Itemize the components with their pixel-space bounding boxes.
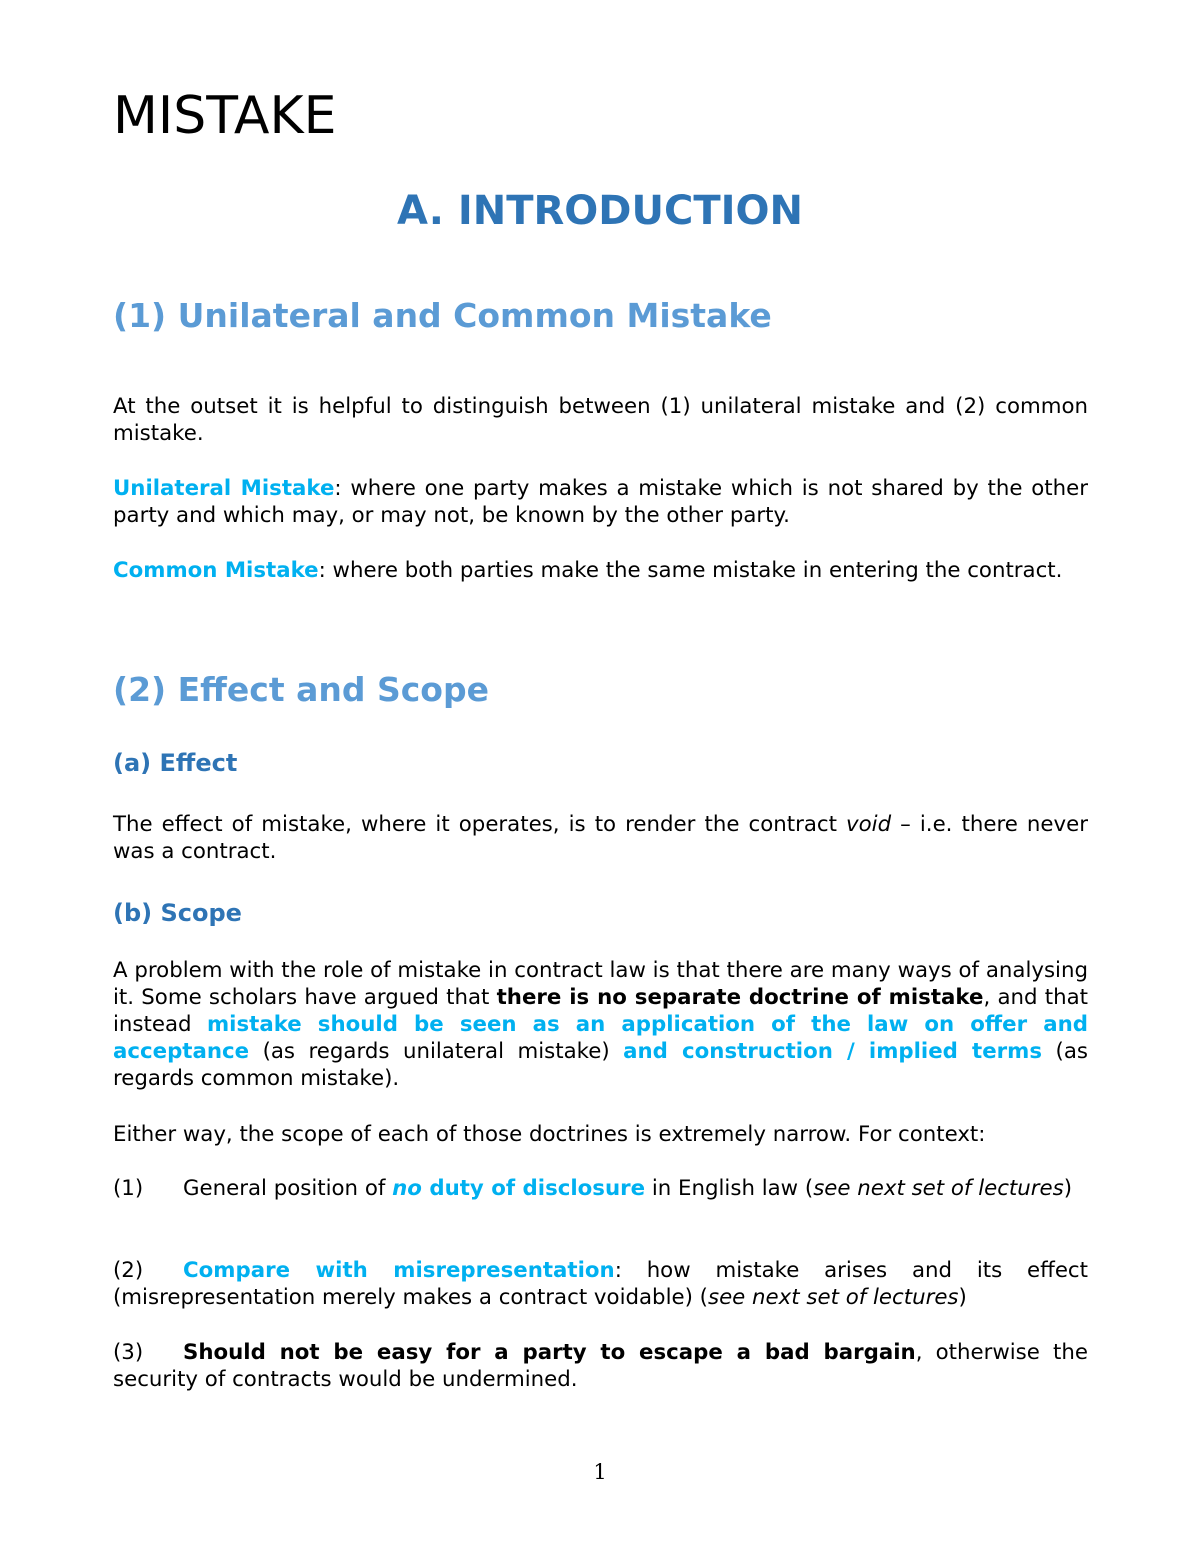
list-item-3 — [113, 1339, 1088, 1393]
section-heading-introduction: A. INTRODUCTION — [397, 188, 803, 234]
effect-text-part: – i.e. there never was a contract. — [113, 812, 1088, 864]
list-highlight-duty: duty of disclosure — [421, 1176, 646, 1201]
subheading-effect-scope: (2) Effect and Scope — [113, 670, 489, 709]
effect-paragraph — [113, 811, 1088, 865]
unilateral-def-text: : where one party makes a mistake which is not shared by the other party and which may, or may not, be known by the other party. — [113, 476, 1088, 528]
subheading-scope: (b) Scope — [113, 899, 242, 927]
list-text: : how mistake arises and its effect (misrepresentation merely makes a contract voidable) ( — [113, 1258, 1088, 1310]
scope-text-part: , and that instead — [113, 985, 1089, 1037]
unilateral-definition — [113, 475, 1088, 529]
list-text: General position of — [183, 1176, 393, 1201]
list-item-2 — [113, 1257, 1088, 1311]
list-text: ) — [1063, 1176, 1073, 1201]
page-number: 1 — [593, 1460, 607, 1484]
scope-text-part: (as regards unilateral mistake) — [249, 1039, 624, 1064]
effect-text-part: The effect of mistake, where it operates, is to render the contract — [113, 812, 847, 837]
unilateral-term: Unilateral Mistake — [113, 476, 335, 501]
list-italic-ref: see next set of lectures — [813, 1176, 1064, 1201]
list-highlight-misrep: Compare with misrepresentation — [183, 1258, 615, 1283]
common-definition — [113, 557, 1088, 584]
list-number: (2) — [113, 1258, 144, 1283]
common-def-text: : where both parties make the same mistake in entering the contract. — [318, 558, 1063, 583]
scope-highlight-construction: and construction / implied terms — [623, 1039, 1043, 1064]
scope-text-part: A problem with the role of mistake in contract law is that there are many ways of analysing it. Some scholars have argued that — [113, 958, 1088, 1010]
scope-text-part: (as regards common mistake). — [113, 1039, 1088, 1091]
list-text: , otherwise the security of contracts would be undermined. — [113, 1340, 1088, 1392]
list-number: (3) — [113, 1340, 144, 1365]
list-bold-phrase: Should not be easy for a party to escape a bad bargain — [183, 1340, 916, 1365]
subheading-effect: (a) Effect — [113, 749, 238, 777]
document-title: MISTAKE — [113, 86, 337, 146]
list-number: (1) — [113, 1176, 144, 1201]
list-item-1 — [113, 1175, 1088, 1202]
scope-bold-phrase: there is no separate doctrine of mistake — [496, 985, 984, 1010]
common-term: Common Mistake — [113, 558, 319, 583]
intro-paragraph: At the outset it is helpful to distinguish between (1) unilateral mistake and (2) common mistake. — [113, 394, 1088, 446]
list-highlight-no: no — [392, 1176, 422, 1201]
scope-paragraph-2: Either way, the scope of each of those doctrines is extremely narrow. For context: — [113, 1122, 986, 1147]
list-text: ) — [958, 1285, 967, 1310]
scope-paragraph-1 — [113, 957, 1088, 1092]
effect-void-term: void — [846, 812, 892, 837]
scope-highlight-offer-acceptance: mistake should be seen as an application of the law on offer and acceptance — [113, 1012, 1088, 1064]
list-italic-ref: see next set of lectures — [707, 1285, 959, 1310]
list-text: in English law ( — [645, 1176, 814, 1201]
subheading-unilateral-common: (1) Unilateral and Common Mistake — [113, 296, 772, 335]
